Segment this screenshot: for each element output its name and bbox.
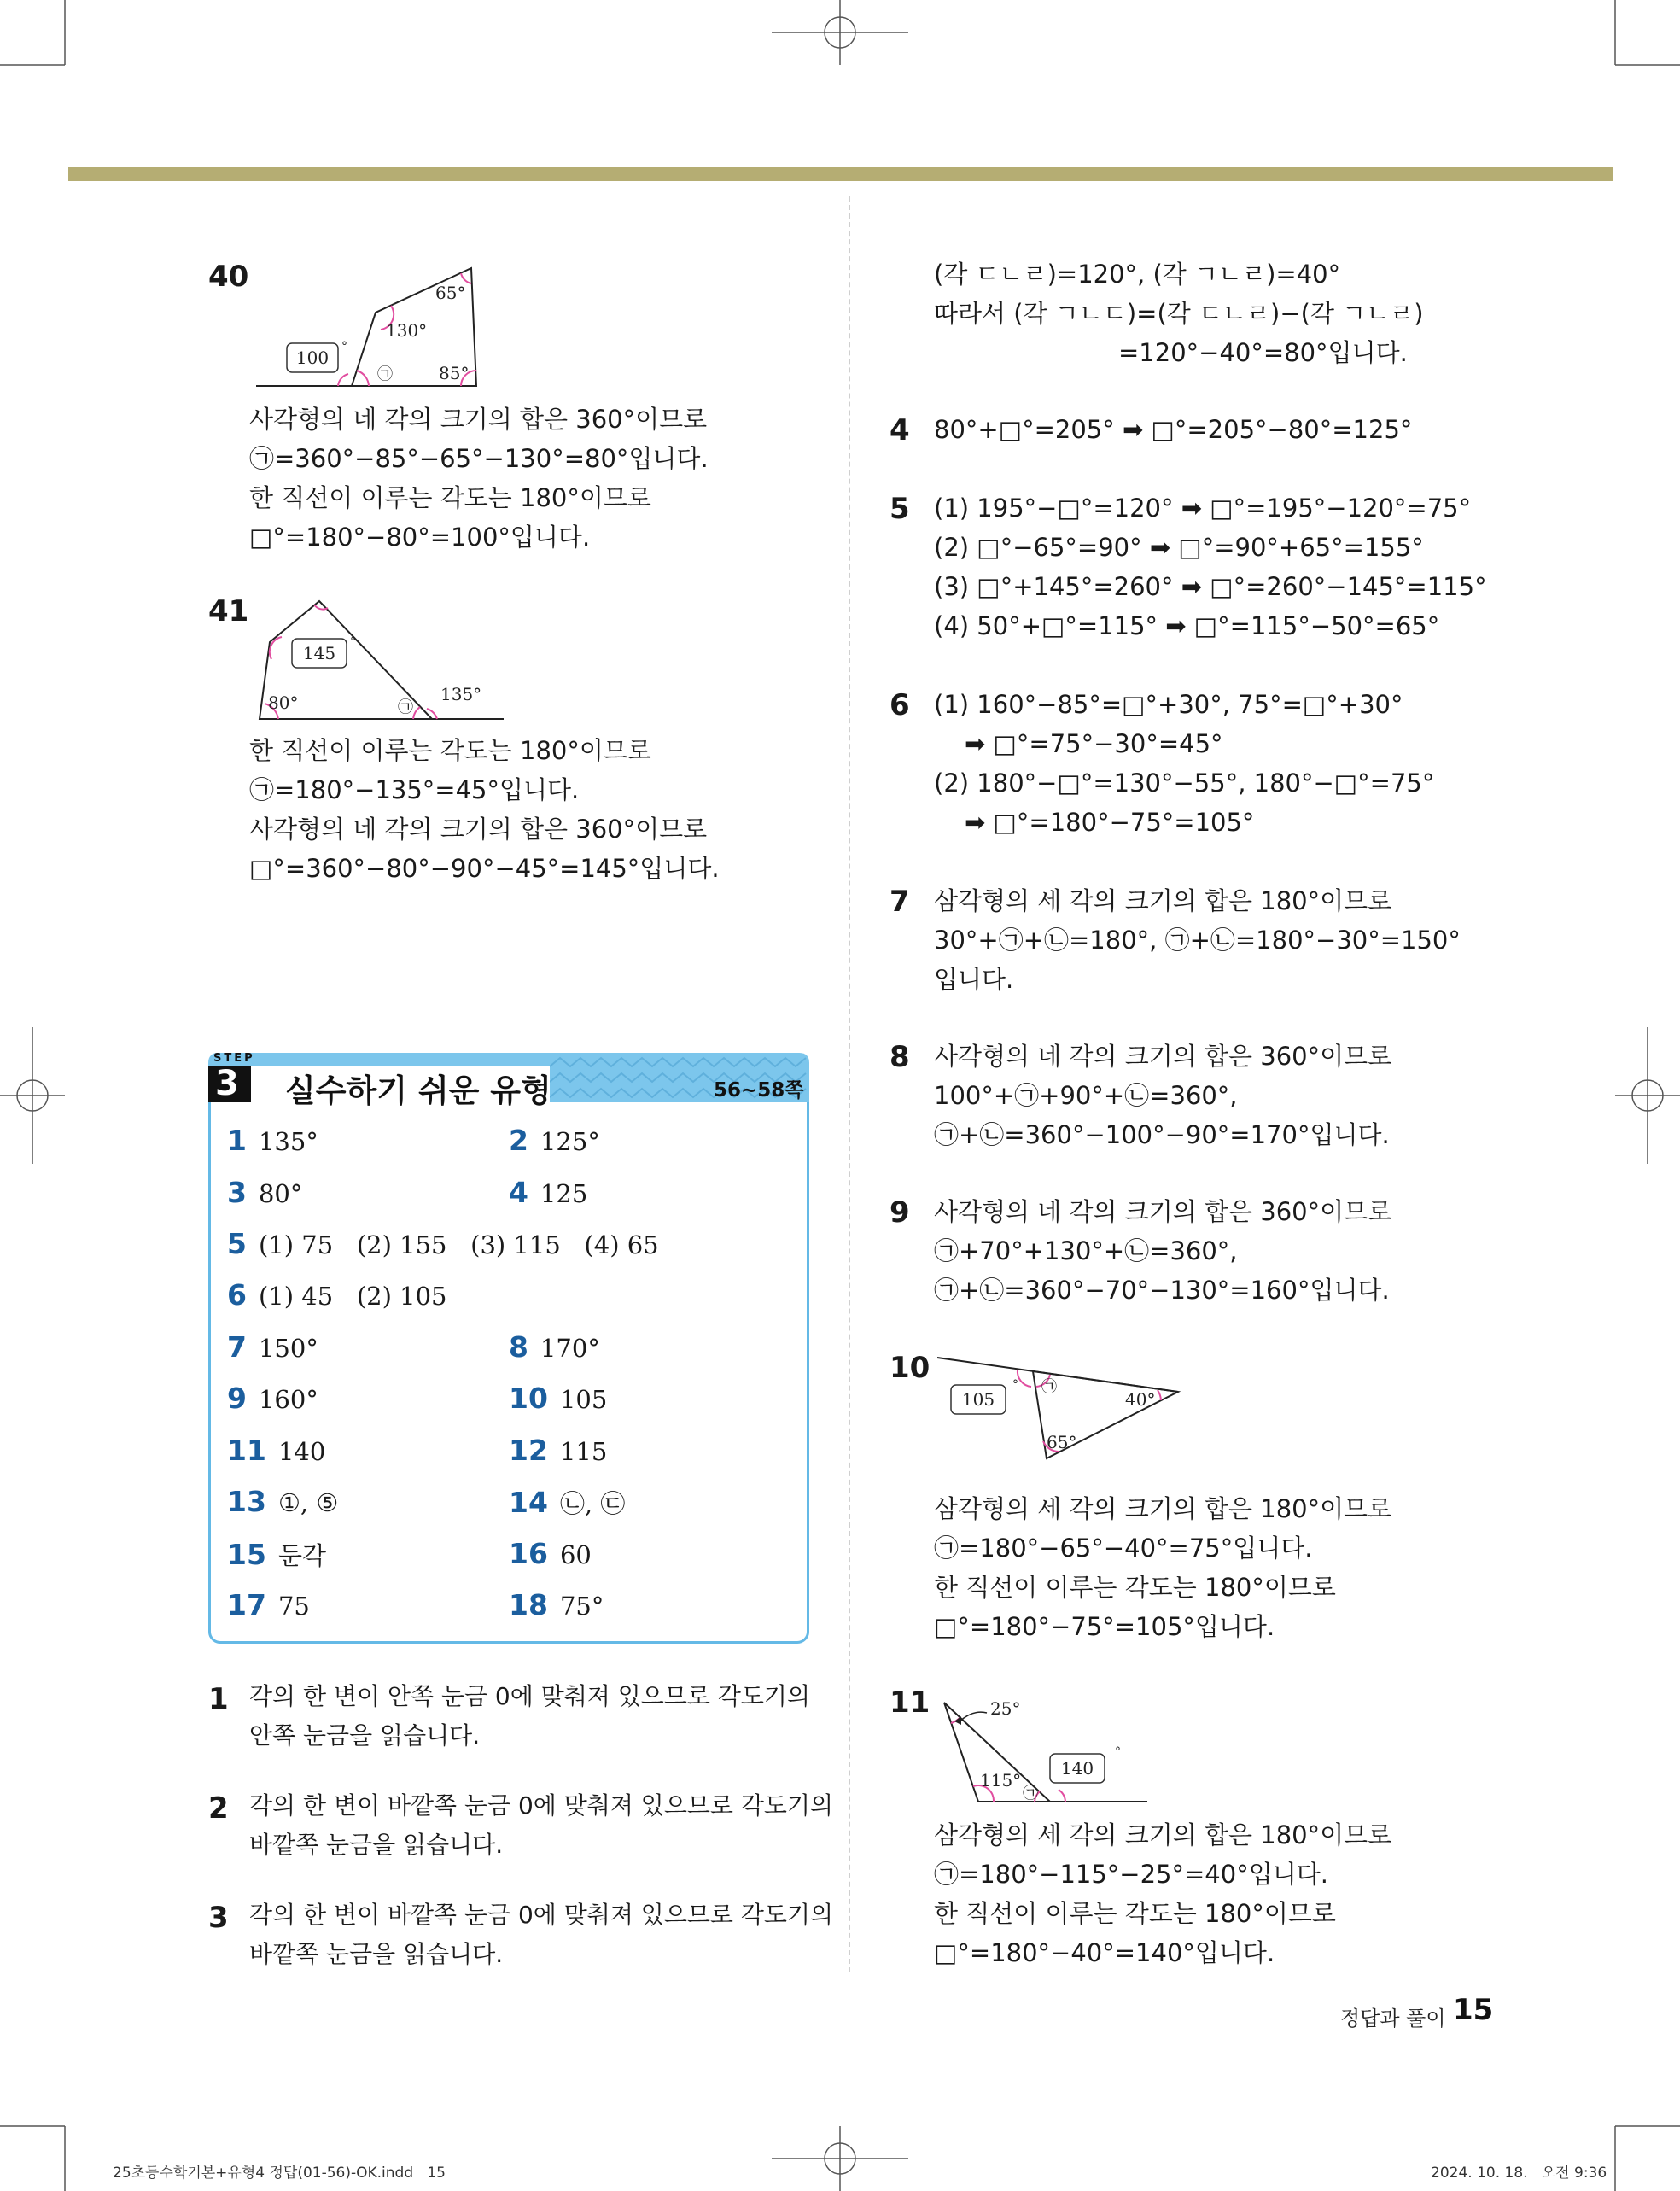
fig11-mark: ㉠ xyxy=(1023,1785,1038,1802)
footer-section-label: 정답과 풀이 xyxy=(1340,2007,1446,2030)
footer-timestamp: 2024. 10. 18. 오전 9:36 xyxy=(1431,2165,1607,2182)
answer-item: 16 60 xyxy=(509,1537,592,1570)
answer-item: 11 140 xyxy=(227,1434,326,1467)
step-title: 실수하기 쉬운 유형 xyxy=(285,1072,551,1109)
explanation-8: 사각형의 네 각의 크기의 합은 360°이므로 100°+㉠+90°+㉡=360°, ㉠+㉡=360°−100°−90°=170°입니다. xyxy=(934,1042,1392,1149)
fig41-angle-135: 135° xyxy=(440,684,482,704)
footer-filename: 25초등수학기본+유형4 정답(01-56)-OK.indd 15 xyxy=(113,2165,446,2182)
answer-item: 10 105 xyxy=(509,1382,608,1415)
answer-item: 1 135° xyxy=(227,1124,318,1157)
fig40-mark: ㉠ xyxy=(377,365,393,383)
answer-item: 7 150° xyxy=(227,1330,318,1364)
fig40-angle-85: 85° xyxy=(439,363,470,383)
question-number-9: 9 xyxy=(890,1195,910,1230)
header-bar xyxy=(68,167,1613,181)
svg-text:°: ° xyxy=(1012,1378,1018,1392)
explanation-7: 삼각형의 세 각의 크기의 합은 180°이므로 30°+㉠+㉡=180°, ㉠+㉡=180°−30°=150° 입니다. xyxy=(934,886,1461,994)
question-number-40: 40 xyxy=(208,260,249,294)
fig11-angle-25: 25° xyxy=(990,1698,1021,1719)
explanation-1: 각의 한 변이 안쪽 눈금 0에 맞춰져 있으므로 각도기의 안쪽 눈금을 읽습니다. xyxy=(249,1682,811,1750)
answer-item: 5 (1) 75 (2) 155 (3) 115 (4) 65 xyxy=(227,1227,659,1260)
fig10-angle-40: 40° xyxy=(1125,1389,1156,1410)
question-number-8: 8 xyxy=(890,1040,910,1074)
question-number-11: 11 xyxy=(890,1686,930,1720)
explanation-5: (1) 195°−□°=120° ➡ □°=195°−120°=75° (2) □°−65°=90° ➡ □°=90°+65°=155° (3) □°+145°=260° ➡ □°=260°−145°=115° (4) 50°+□°=115° ➡ □°=115°−50°=65° xyxy=(934,494,1487,640)
column-divider xyxy=(849,196,850,1972)
figure-41-quadrilateral xyxy=(253,594,509,722)
explanation-9: 사각형의 네 각의 크기의 합은 360°이므로 ㉠+70°+130°+㉡=360°, ㉠+㉡=360°−70°−130°=160°입니다. xyxy=(934,1197,1392,1305)
answer-item: 8 170° xyxy=(509,1330,600,1364)
fig11-box-value: 140 xyxy=(1060,1758,1094,1779)
explanation-number-1: 1 xyxy=(208,1682,229,1716)
question-number-10: 10 xyxy=(890,1351,930,1385)
continued-explanation: (각 ㄷㄴㄹ)=120°, (각 ㄱㄴㄹ)=40° 따라서 (각 ㄱㄴㄷ)=(각 ㄷㄴㄹ)−(각 ㄱㄴㄹ) =120°−40°=80°입니다. xyxy=(934,260,1424,367)
figure-40-quadrilateral xyxy=(253,261,500,389)
explanation-41: 한 직선이 이루는 각도는 180°이므로 ㉠=180°−135°=45°입니다. 사각형의 네 각의 크기의 합은 360°이므로 □°=360°−80°−90°−45°=145°입니다. xyxy=(249,736,720,883)
fig40-angle-130: 130° xyxy=(386,320,428,341)
answer-item: 17 75 xyxy=(227,1588,310,1621)
explanation-number-2: 2 xyxy=(208,1791,229,1826)
question-number-5: 5 xyxy=(890,492,910,526)
fig11-angle-115: 115° xyxy=(980,1770,1022,1791)
answer-item: 12 115 xyxy=(509,1434,608,1467)
explanation-3: 각의 한 변이 바깥쪽 눈금 0에 맞춰져 있으므로 각도기의 바깥쪽 눈금을 읽습니다. xyxy=(249,1901,834,1968)
fig10-angle-65: 65° xyxy=(1047,1432,1077,1452)
explanation-4: 80°+□°=205° ➡ □°=205°−80°=125° xyxy=(934,415,1413,444)
step-label: STEP xyxy=(213,1052,255,1065)
question-number-41: 41 xyxy=(208,594,249,628)
question-number-4: 4 xyxy=(890,413,910,447)
step-number: 3 xyxy=(215,1064,239,1103)
explanation-40: 사각형의 네 각의 크기의 합은 360°이므로 ㉠=360°−85°−65°−130°=80°입니다. 한 직선이 이루는 각도는 180°이므로 □°=180°−80°=100°입니다. xyxy=(249,405,709,552)
fig10-box-value: 105 xyxy=(961,1389,995,1410)
answer-item: 3 80° xyxy=(227,1176,303,1209)
explanation-6: (1) 160°−85°=□°+30°, 75°=□°+30° ➡ □°=75°−30°=45° (2) 180°−□°=130°−55°, 180°−□°=75° ➡ □°=180°−75°=105° xyxy=(934,690,1435,837)
fig40-angle-65: 65° xyxy=(435,283,466,303)
fig41-angle-80: 80° xyxy=(268,692,299,713)
page-number: 15 xyxy=(1453,1993,1494,2027)
fig41-box-value: 145 xyxy=(302,643,336,663)
explanation-10: 삼각형의 세 각의 크기의 합은 180°이므로 ㉠=180°−65°−40°=75°입니다. 한 직선이 이루는 각도는 180°이므로 □°=180°−75°=105°입니다. xyxy=(934,1494,1392,1641)
answer-item: 4 125 xyxy=(509,1176,588,1209)
explanation-number-3: 3 xyxy=(208,1901,229,1935)
figure-10-triangle xyxy=(934,1353,1190,1464)
fig10-mark: ㉠ xyxy=(1041,1378,1057,1396)
explanation-2: 각의 한 변이 바깥쪽 눈금 0에 맞춰져 있으므로 각도기의 바깥쪽 눈금을 읽습니다. xyxy=(249,1791,834,1859)
fig41-mark: ㉠ xyxy=(398,698,413,716)
question-number-7: 7 xyxy=(890,885,910,919)
answer-item: 6 (1) 45 (2) 105 xyxy=(227,1278,447,1312)
step-pages: 56~58쪽 xyxy=(714,1079,804,1101)
svg-text:°: ° xyxy=(350,635,356,649)
svg-text:°: ° xyxy=(341,340,347,353)
answer-item: 9 160° xyxy=(227,1382,318,1415)
explanation-11: 삼각형의 세 각의 크기의 합은 180°이므로 ㉠=180°−115°−25°=40°입니다. 한 직선이 이루는 각도는 180°이므로 □°=180°−40°=140°입니다. xyxy=(934,1820,1392,1967)
answer-item: 14 ㉡, ㉢ xyxy=(509,1486,626,1519)
answer-item: 15 둔각 xyxy=(227,1538,326,1571)
svg-text:°: ° xyxy=(1115,1745,1121,1759)
figure-11-triangle xyxy=(934,1691,1156,1807)
question-number-6: 6 xyxy=(890,688,910,722)
answer-item: 18 75° xyxy=(509,1588,604,1621)
answer-item: 2 125° xyxy=(509,1124,600,1157)
fig40-box-value: 100 xyxy=(295,348,330,368)
answer-item: 13 ①, ⑤ xyxy=(227,1485,339,1518)
